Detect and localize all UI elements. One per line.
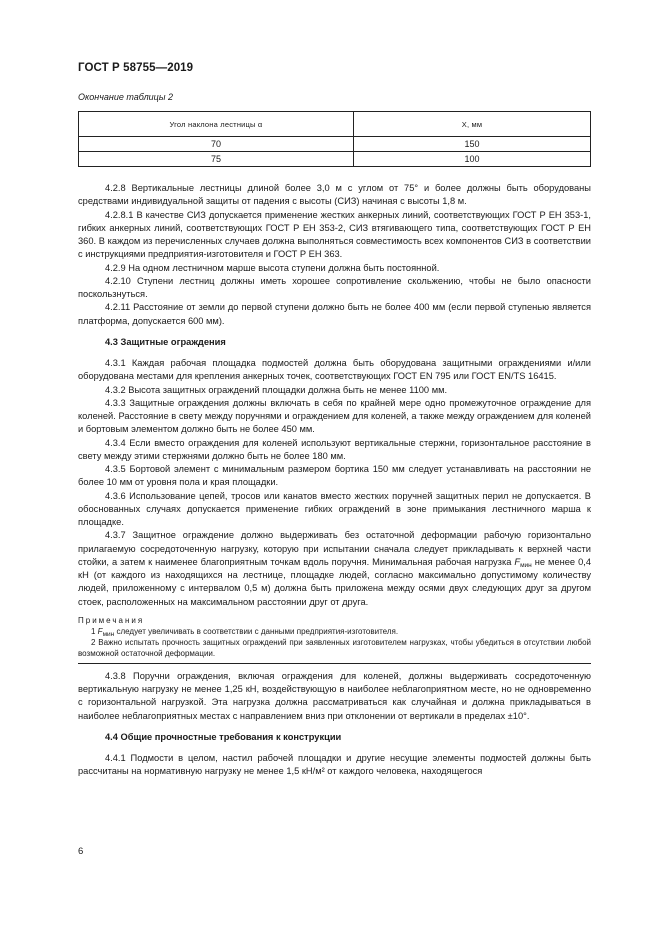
paragraph-4-2-10: 4.2.10 Ступени лестниц должны иметь хорошее сопротивление скольжению, чтобы не было опасности поскользнуться.	[78, 275, 591, 299]
paragraph-4-2-9: 4.2.9 На одном лестничном марше высота ступени должна быть постоянной.	[105, 262, 440, 273]
force-subscript: мин	[520, 561, 532, 569]
table-row	[79, 137, 591, 152]
col-header-angle: Угол наклона лестницы α	[79, 112, 354, 137]
paragraph-4-2-11: 4.2.11 Расстояние от земли до первой ступени должно быть не более 400 мм (если первой ступенью является платформа, допускается 600 мм).	[78, 302, 591, 326]
paragraph-4-2-8: 4.2.8 Вертикальные лестницы длиной более 3,0 м с углом от 75° и более должны быть оборудованы средствами индивидуальной защиты от падения с высоты (СИЗ) начиная с высоты 1,8 м.	[78, 183, 591, 207]
document-body	[78, 182, 591, 779]
paragraph-4-3-8: 4.3.8 Поручни ограждения, включая ограждения для коленей, должны выдерживать сосредоточенную вертикальную нагрузку не менее 1,25 кН, воздействующую в наиболее неблагоприятном месте, но не одновременно с горизонтальной нагрузкой. Эта нагрузка должна рассматриваться как случайная и должна прикладываться в наиболее неблагоприятных местах с направлением вниз при отклонении от вертикали в пределах ±10°.	[78, 670, 591, 721]
table-cell: 75	[79, 152, 354, 167]
notes-block	[78, 615, 591, 659]
col-header-x: X, мм	[354, 112, 591, 137]
section-heading-4-3: 4.3 Защитные ограждения	[105, 336, 226, 347]
note-1: 1 $F_{мин}$ следует увеличивать в соответствии с данными предприятия-изготовителя.	[91, 626, 399, 638]
notes-heading: Примечания	[78, 615, 145, 625]
page-number: 6	[78, 846, 84, 857]
force-symbol: F	[514, 556, 521, 567]
table-caption: Окончание таблицы 2	[78, 92, 173, 102]
table-cell: 100	[354, 152, 591, 167]
paragraph-4-3-4: 4.3.4 Если вместо ограждения для коленей используют вертикальные стержни, горизонтальное расстояние в свету между этими стержнями должно быть не более 180 мм.	[78, 437, 591, 461]
paragraph-4-3-6: 4.3.6 Использование цепей, тросов или канатов вместо жестких поручней защитных перил не допускается. В обоснованных случаях допускается применение гибких ограждений в зоне примыкания лестничного марша к площадке.	[78, 490, 591, 527]
paragraph-4-4-1: 4.4.1 Подмости в целом, настил рабочей площадки и другие несущие элементы подмостей должны быть рассчитаны на нормативную нагрузку не менее 1,5 кН/м² от каждого человека, находящегося	[78, 753, 591, 777]
document-header: ГОСТ Р 58755—2019	[78, 62, 194, 74]
table-header-row	[79, 112, 591, 137]
paragraph-4-3-1: 4.3.1 Каждая рабочая площадка подмостей должна быть оборудована защитными ограждениями и/или оборудована местами для крепления анкерных точек, соответствующих ГОСТ EN 795 или ГОСТ EN/TS 16415.	[78, 358, 591, 382]
note-2: 2 Важно испытать прочность защитных ограждений при заявленных изготовителем нагрузках, чтобы убедиться в отсутствии любой возможной остаточной деформации.	[78, 637, 591, 658]
paragraph-4-3-7	[78, 529, 591, 609]
section-heading-4-4: 4.4 Общие прочностные требования к конструкции	[105, 731, 342, 742]
note-force-symbol: F	[97, 626, 103, 636]
paragraph-4-3-3: 4.3.3 Защитные ограждения должны включать в себя по крайней мере одно промежуточное ограждение для коленей. Расстояние в свету между поручнями и ограждением для коленей, а также между ограждением для коленей и бортовым элементом должно быть не более 450 мм.	[78, 397, 591, 435]
table-cell: 150	[354, 137, 591, 152]
paragraph-4-3-5: 4.3.5 Бортовой элемент с минимальным размером бортика 150 мм следует устанавливать на расстоянии не более 10 мм от уровня пола и края площадки.	[78, 464, 591, 488]
notes-divider	[78, 663, 591, 664]
paragraph-4-2-8-1: 4.2.8.1 В качестве СИЗ допускается применение жестких анкерных линий, соответствующих ГОСТ Р ЕН 353-1, гибких анкерных линий, соответствующих ГОСТ Р ЕН 353-2, СИЗ втягивающего типа, соответствующих ГОСТ Р ЕН 360. В каждом из перечисленных случаев должна выполняться совместимость всех компонентов СИЗ в соответствии с инструкциями предприятия-изготовителя и ГОСТ Р ЕН 363.	[78, 209, 591, 260]
paragraph-4-3-2: 4.3.2 Высота защитных ограждений площадки должна быть не менее 1100 мм.	[105, 384, 448, 395]
paragraph-4-3-7-text-b: не менее 0,4 кН (от каждого из находящихся на лестнице, площадке людей, согласно максимально допустимому количеству людей, приложенному с интервалом 0,5 м) должна быть приложена между осями двух следующих друг за другом стоек, расположенных на максимальном расстоянии друг от друга.	[78, 556, 592, 607]
table-2-end	[78, 111, 591, 167]
paragraph-4-3-7-text-a: 4.3.7 Защитное ограждение должно выдерживать без остаточной деформации рабочую горизонтально прилагаемую сосредоточенную нагрузку, которую при испытании сначала следует прикладывать к верхней части стойки, а затем к наименее благоприятным точкам вдоль поручня. Минимальная рабочая нагрузка	[78, 530, 591, 567]
table-row	[79, 152, 591, 167]
table-cell: 70	[79, 137, 354, 152]
note-force-subscript: мин	[102, 630, 115, 638]
